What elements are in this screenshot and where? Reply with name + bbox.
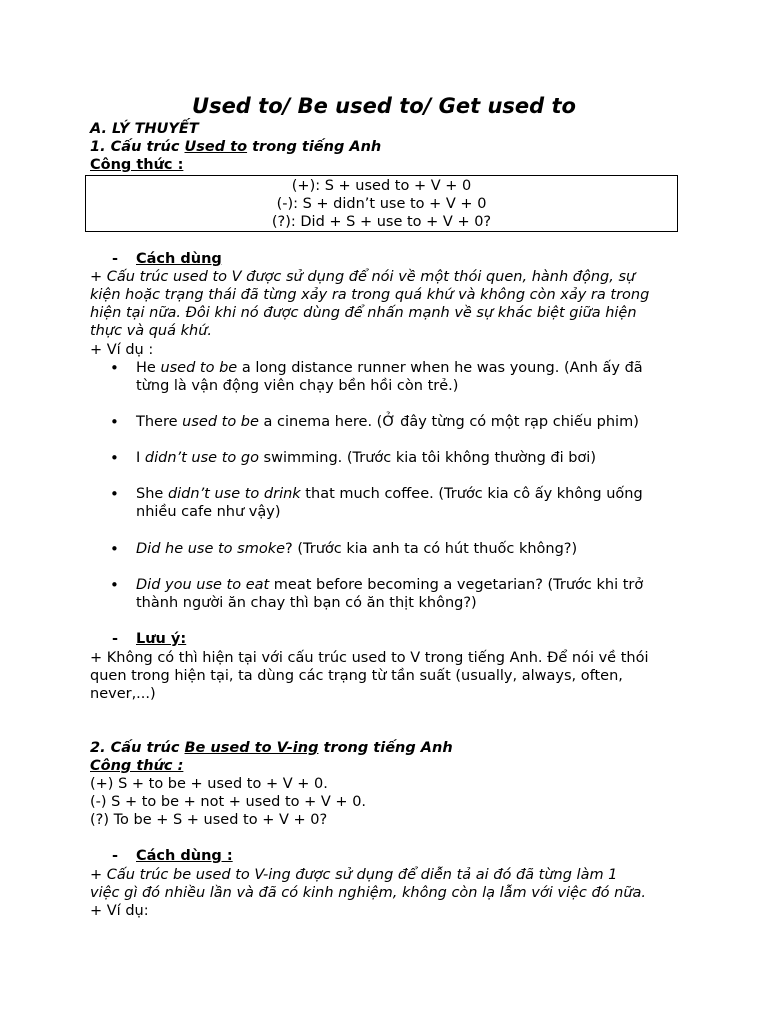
heading-term: Be used to V-ing xyxy=(184,740,319,756)
example-text: ? (Trước kia anh ta có hút thuốc không?) xyxy=(285,541,578,557)
example-phrase: Did you use to eat xyxy=(136,577,270,593)
formula-box xyxy=(85,175,678,232)
example-phrase: Did he use to smoke xyxy=(136,541,286,557)
heading-prefix: 1. Cấu trúc xyxy=(90,139,185,155)
bullet-icon: • xyxy=(110,413,119,431)
usage-paragraph xyxy=(90,866,690,902)
usage-line: việc gì đó nhiều lần và đã có kinh nghiệm, không còn lạ lẫm với việc đó nữa. xyxy=(90,885,647,901)
usage-line: + Cấu trúc be used to V-ing được sử dụng để diễn tả ai đó đã từng làm 1 xyxy=(90,867,618,883)
example-text: a cinema here. (Ở đây từng có một rạp chiếu phim) xyxy=(258,414,639,430)
formula-label: Công thức : xyxy=(90,157,184,173)
example-label: + Ví dụ: xyxy=(90,903,149,919)
example-label: + Ví dụ : xyxy=(90,342,154,358)
bullet-icon: • xyxy=(110,485,119,503)
note-line: quen trong hiện tại, ta dùng các trạng từ tần suất (usually, always, often, xyxy=(90,668,623,684)
bullet-icon: • xyxy=(110,359,119,377)
example-phrase: used to be xyxy=(182,414,259,430)
example-phrase: used to be xyxy=(160,360,238,376)
formula-question: (?): Did + S + use to + V + 0? xyxy=(271,214,492,230)
example-text: There xyxy=(136,414,183,430)
usage-line: kiện hoặc trạng thái đã từng xảy ra trong quá khứ và không còn xảy ra trong xyxy=(90,287,650,303)
example-text: swimming. (Trước kia tôi không thường đi bơi) xyxy=(258,450,596,466)
formula-line: (?) To be + S + used to + V + 0? xyxy=(90,812,328,828)
heading-suffix: trong tiếng Anh xyxy=(247,139,382,155)
bullet-icon: • xyxy=(110,449,119,467)
example-continuation: thành người ăn chay thì bạn có ăn thịt không?) xyxy=(136,595,477,611)
example-item xyxy=(136,359,696,395)
example-continuation: nhiều cafe như vậy) xyxy=(136,504,281,520)
usage-line: + Cấu trúc used to V được sử dụng để nói về một thói quen, hành động, sự xyxy=(90,269,636,285)
bullet-icon: • xyxy=(110,540,119,558)
formula-list xyxy=(90,775,690,829)
example-item xyxy=(136,485,696,521)
example-text: meat before becoming a vegetarian? (Trước khi trở xyxy=(269,577,644,593)
section-1-heading xyxy=(90,138,381,156)
example-phrase: didn’t use to drink xyxy=(167,486,301,502)
example-item xyxy=(136,413,696,431)
example-item xyxy=(136,576,696,612)
note-line: never,...) xyxy=(90,686,156,702)
example-text: She xyxy=(136,486,168,502)
note-paragraph xyxy=(90,649,690,703)
example-continuation: từng là vận động viên chạy bền hồi còn trẻ.) xyxy=(136,378,459,394)
example-item xyxy=(136,540,696,558)
section-2-heading xyxy=(90,739,453,757)
example-text: that much coffee. (Trước kia cô ấy không uống xyxy=(300,486,643,502)
example-text: He xyxy=(136,360,161,376)
formula-negative: (-): S + didn’t use to + V + 0 xyxy=(276,196,487,212)
heading-suffix: trong tiếng Anh xyxy=(318,740,453,756)
dash-marker: - xyxy=(112,848,119,864)
formula-line: (-) S + to be + not + used to + V + 0. xyxy=(90,794,367,810)
usage-label: Cách dùng : xyxy=(136,848,233,864)
formula-positive: (+): S + used to + V + 0 xyxy=(291,178,472,194)
formula-line: (+) S + to be + used to + V + 0. xyxy=(90,776,328,792)
usage-line: hiện tại nữa. Đôi khi nó được dùng để nhấn mạnh về sự khác biệt giữa hiện xyxy=(90,305,637,321)
example-text: I xyxy=(136,450,145,466)
formula-label: Công thức : xyxy=(90,758,184,774)
example-text: a long distance runner when he was young. (Anh ấy đã xyxy=(237,360,643,376)
dash-marker: - xyxy=(112,251,119,267)
section-a-heading: A. LÝ THUYẾT xyxy=(90,121,199,137)
usage-line: thực và quá khứ. xyxy=(90,323,212,339)
bullet-icon: • xyxy=(110,576,119,594)
usage-label: Cách dùng xyxy=(136,251,222,267)
usage-paragraph xyxy=(90,268,690,340)
note-label: Lưu ý: xyxy=(136,631,187,647)
dash-marker: - xyxy=(112,631,119,647)
heading-term: Used to xyxy=(184,139,248,155)
example-phrase: didn’t use to go xyxy=(144,450,259,466)
document-title: Used to/ Be used to/ Get used to xyxy=(192,94,576,118)
heading-prefix: 2. Cấu trúc xyxy=(90,740,185,756)
note-line: + Không có thì hiện tại với cấu trúc used to V trong tiếng Anh. Để nói về thói xyxy=(90,650,649,666)
example-item xyxy=(136,449,696,467)
